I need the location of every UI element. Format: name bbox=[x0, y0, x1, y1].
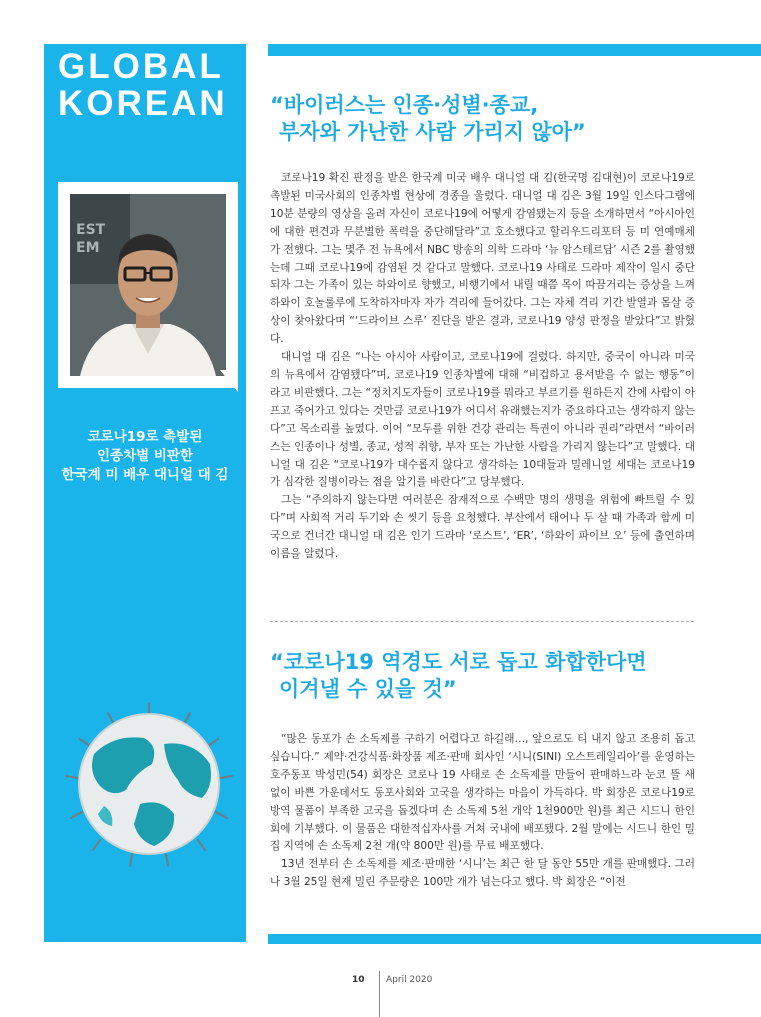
article2-paragraph-1: “많은 동포가 손 소독제를 구하기 어렵다고 하길래…, 앞으로도 티 내지 않고 조용히 돕고 싶습니다.” 제약·건강식품·화장품 제조·판매 회사인 ‘시니(SINI) 오스트레일리아’를 운영하는 호주동포 박성민(54) 회장은 코로나 19 사태로 손 소독제를 만들어 판매하느라 눈코 뜰 새 없이 바쁜 가운데서도 동포사회와 고국을 생각하는 마음이 가득하다. 박 회장은 코로나19로 방역 물품이 부족한 고국을 돕겠다며 손 소독제 5천 개악 1천900만 원)를 최근 시드니 한인회에 기부했다. 이 물품은 대한적십자사를 거쳐 국내에 배포됐다. 2월 말에는 시드니 한인 밀집 지역에 손 소독제 2천 개(약 800만 원)를 무료 배포했다. bbox=[270, 733, 695, 853]
bottom-accent-bar bbox=[268, 934, 761, 944]
brand-line-1: GLOBAL bbox=[58, 47, 224, 86]
globe-people-illustration bbox=[54, 694, 244, 874]
svg-text:EM: EM bbox=[76, 240, 100, 256]
article2-paragraph-2: 13년 전부터 손 소독제를 제조·판매한 ‘시니’는 최근 한 달 동안 55만 개를 판매했다. 그러나 3월 25일 현재 밀린 주문량은 100만 개가 넘는다고 했다. 박 회장은 “이전 bbox=[270, 858, 695, 889]
article2-body bbox=[270, 731, 695, 892]
article1-headline bbox=[270, 92, 740, 146]
sidebar-panel bbox=[44, 44, 246, 942]
article1-paragraph-1: 코로나19 확진 판정을 받은 한국계 미국 배우 대니얼 대 김(한국명 김대현)이 코로나19로 촉발된 미국사회의 인종차별 현상에 경종을 울렸다. 대니얼 대 김은 3월 19일 인스타그램에 10분 분량의 영상을 올려 자신이 코로나19에 어떻게 감염됐는지 등을 소개하면서 “아시아인에 대한 편견과 무분별한 폭력을 중단해달라”고 호소했다고 할리우드리포터 등 미 연예매체가 전했다. 그는 몇주 전 뉴욕에서 NBC 방송의 의학 드라마 ‘뉴 암스테르담’ 시즌 2를 촬영했는데 그때 코로나19에 감염된 것 같다고 말했다. 코로나19 사태로 드라마 제작이 일시 중단되자 그는 가족이 있는 하와이로 향했고, 비행기에서 내릴 때쯤 목이 따끔거리는 증상을 느껴 하와이 호놀룰루에 도착하자마자 자가 격리에 들어갔다. 그는 자체 격리 기간 발열과 몸살 증상이 찾아왔다며 “‘드라이브 스루’ 진단을 받은 결과, 코로나19 양성 판정을 받았다”고 밝혔다. bbox=[270, 172, 695, 346]
footer-divider-line bbox=[379, 971, 380, 1017]
article1-headline-line-1: “바이러스는 인종·성별·종교, bbox=[270, 93, 539, 117]
section-divider bbox=[270, 621, 694, 622]
portrait-photo bbox=[70, 194, 226, 376]
article2-headline bbox=[270, 649, 740, 703]
caption-line-3: 한국계 미 배우 대니얼 대 김 bbox=[61, 467, 229, 483]
caption-line-2: 인종차별 비판한 bbox=[97, 448, 193, 464]
article1-paragraph-2: 대니얼 대 김은 “나는 아시아 사람이고, 코로나19에 걸렸다. 하지만, 중국이 아니라 미국의 뉴욕에서 감염됐다”며, 코로나19 인종차별에 대해 “비겁하고 용서받을 수 없는 행동”이라고 비판했다. 그는 “정치지도자들이 코로나19를 뭐라고 부르기를 원하든지 간에 사람이 아프고 죽어가고 있다는 것만큼 코로나19가 어디서 유래했는지가 중요하다고는 생각하지 않는다”고 목소리를 높였다. 이어 “모두를 위한 건강 관리는 특권이 아니라 권리”라면서 “바이러스는 인종이나 성별, 종교, 성적 취향, 부자 또는 가난한 사람을 가리지 않는다”고 말했다. 대니얼 대 김은 “코로나19가 대수롭지 않다고 생각하는 10대들과 밀레니얼 세대는 코로나19가 심각한 질병이라는 점을 알기를 바란다”고 당부했다. bbox=[270, 351, 695, 489]
article1-paragraph-3: 그는 “주의하지 않는다면 여러분은 잠재적으로 수백만 명의 생명을 위험에 빠트릴 수 있다”며 사회적 거리 두기와 손 씻기 등을 요청했다. 부산에서 태어나 두 살 때 가족과 함께 미국으로 건너간 대니얼 대 김은 인기 드라마 ‘로스트’, ‘ER’, ‘하와이 파이브 오’ 등에 출연하며 이름을 알렸다. bbox=[270, 494, 695, 561]
caption-line-1: 코로나19로 촉발된 bbox=[87, 429, 203, 445]
top-accent-bar bbox=[268, 44, 761, 56]
svg-text:EST: EST bbox=[76, 222, 106, 238]
section-brand-title bbox=[58, 48, 244, 122]
article1-headline-line-2: 부자와 가난한 사람 가리지 않아” bbox=[279, 120, 586, 144]
article2-headline-line-2: 이겨낼 수 있을 것” bbox=[279, 677, 457, 701]
brand-line-2: KOREAN bbox=[58, 84, 228, 123]
page-number: 10 bbox=[352, 975, 365, 985]
portrait-illustration bbox=[70, 194, 226, 376]
article1-body bbox=[270, 170, 695, 564]
portrait-frame bbox=[58, 182, 238, 388]
issue-date: April 2020 bbox=[386, 975, 433, 985]
speech-bubble-tail bbox=[220, 370, 238, 392]
article2-headline-line-1: “코로나19 역경도 서로 돕고 화합한다면 bbox=[270, 650, 647, 674]
photo-caption bbox=[44, 428, 246, 485]
